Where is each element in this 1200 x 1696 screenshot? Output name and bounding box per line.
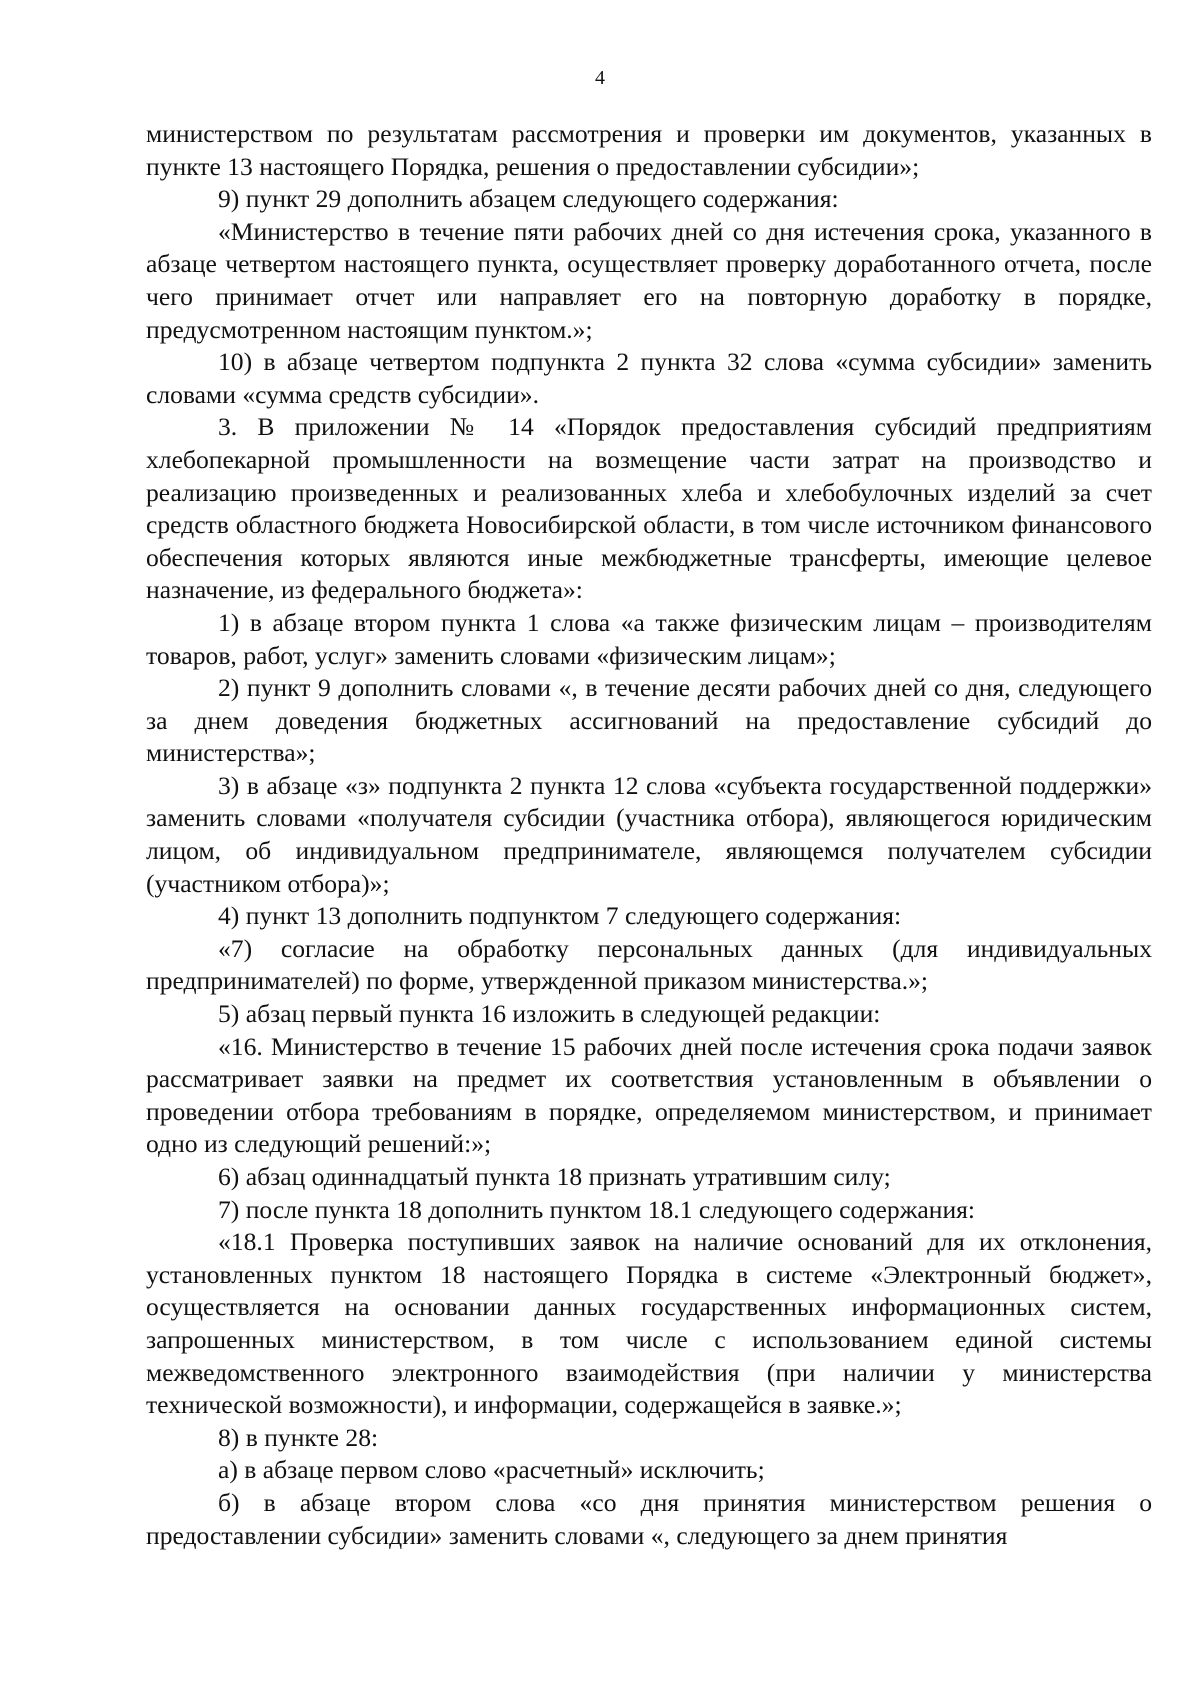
paragraph: 3) в абзаце «з» подпункта 2 пункта 12 слова «субъекта государственной поддержки» заменить словами «получателя субсидии (участника отбора), являющегося юридическим лицом, об индивидуальном предпринимателе, являющемся получателем субсидии (участником отбора)»; xyxy=(146,770,1152,898)
page-number: 4 xyxy=(595,67,605,89)
paragraph: 1) в абзаце втором пункта 1 слова «а также физическим лицам – производителям товаров, работ, услуг» заменить словами «физическим лицам»; xyxy=(146,607,1152,670)
paragraph: «Министерство в течение пяти рабочих дней со дня истечения срока, указанного в абзаце четвертом настоящего пункта, осуществляет проверку доработанного отчета, после чего принимает отчет или направляет его на повторную доработку в порядке, предусмотренном настоящим пунктом.»; xyxy=(146,216,1152,344)
paragraph: 2) пункт 9 дополнить словами «, в течение десяти рабочих дней со дня, следующего за днем доведения бюджетных ассигнований на предоставление субсидий до министерства»; xyxy=(146,673,1152,768)
paragraph: министерством по результатам рассмотрения и проверки им документов, указанных в пункте 13 настоящего Порядка, решения о предоставлении субсидии»; xyxy=(146,119,1152,181)
paragraph: «18.1 Проверка поступивших заявок на наличие оснований для их отклонения, установленных пунктом 18 настоящего Порядка в системе «Электронный бюджет», осуществляется на основании данных государственных информационных систем, запрошенных министерством, в том числе с использованием единой системы межведомственного электронного взаимодействия (при наличии у министерства технической возможности), и информации, содержащейся в заявке.»; xyxy=(146,1227,1152,1420)
paragraph: 5) абзац первый пункта 16 изложить в следующей редакции: xyxy=(218,999,881,1029)
paragraph: 4) пункт 13 дополнить подпунктом 7 следующего содержания: xyxy=(218,901,902,931)
paragraph: 3. В приложении № 14 «Порядок предоставления субсидий предприятиям хлебопекарной промышленности на возмещение части затрат на производство и реализацию произведенных и реализованных хлеба и хлебобулочных изделий за счет средств областного бюджета Новосибирской области, в том числе источником финансового обеспечения которых являются иные межбюджетные трансферты, имеющие целевое назначение, из федерального бюджета»: xyxy=(146,412,1152,605)
paragraph: 6) абзац одиннадцатый пункта 18 признать утратившим силу; xyxy=(218,1162,891,1191)
paragraph: б) в абзаце втором слова «со дня принятия министерством решения о предоставлении субсидии» заменить словами «, следующего за днем принятия xyxy=(146,1487,1152,1550)
paragraph: 10) в абзаце четвертом подпункта 2 пункта 32 слова «сумма субсидии» заменить словами «сумма средств субсидии». xyxy=(146,347,1152,409)
paragraph: 8) в пункте 28: xyxy=(218,1422,379,1452)
paragraph: а) в абзаце первом слово «расчетный» исключить; xyxy=(218,1455,765,1485)
paragraph: 9) пункт 29 дополнить абзацем следующего содержания: xyxy=(218,184,839,214)
paragraph: «7) согласие на обработку персональных данных (для индивидуальных предпринимателей) по форме, утвержденной приказом министерства.»; xyxy=(146,933,1152,996)
paragraph: 7) после пункта 18 дополнить пунктом 18.1 следующего содержания: xyxy=(218,1194,976,1224)
document-body xyxy=(146,118,1152,1552)
paragraph: «16. Министерство в течение 15 рабочих дней после истечения срока подачи заявок рассматривает заявки на предмет их соответствия установленным в объявлении о проведении отбора требованиям в порядке, определяемом министерством, и принимает одно из следующий решений:»; xyxy=(146,1031,1152,1159)
